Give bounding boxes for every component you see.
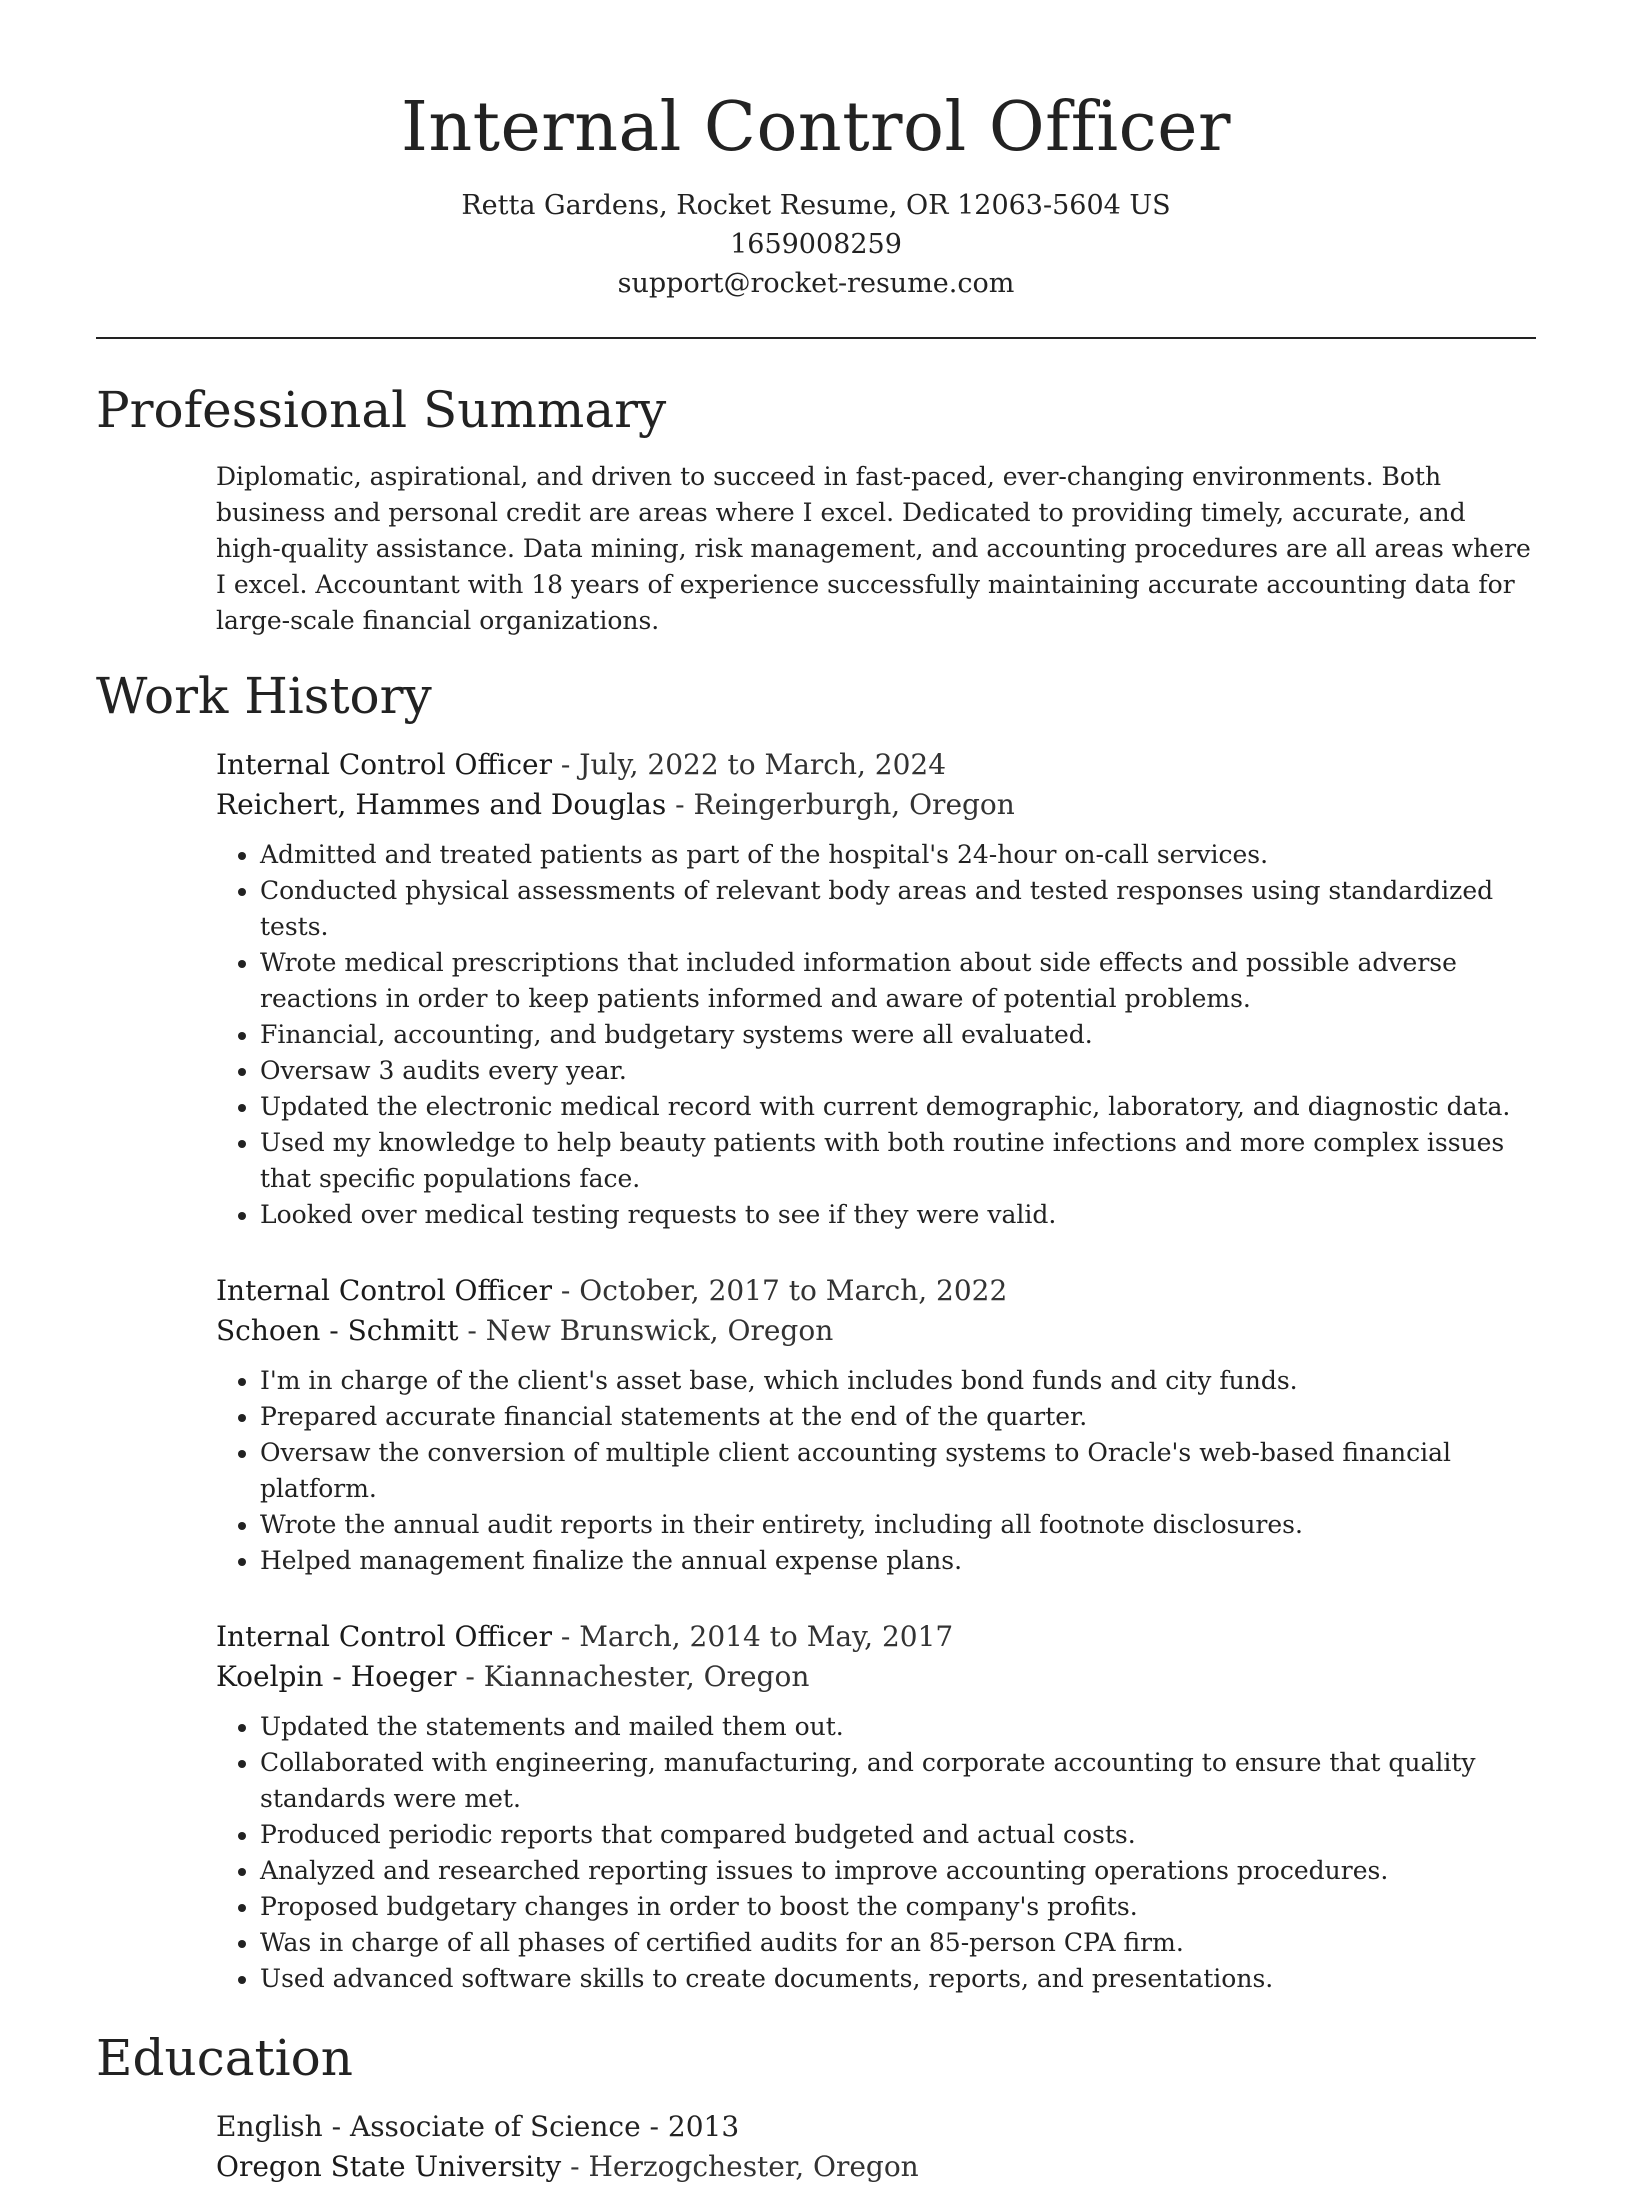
resume-header [96, 0, 1536, 303]
education-heading: Education [96, 2029, 353, 2087]
summary-section [216, 459, 1536, 639]
summary-heading: Professional Summary [96, 381, 667, 439]
list-item: • Wrote the annual audit reports in their entirety, including all footnote disclosures. [260, 1507, 1536, 1543]
job-role: Internal Control Officer [216, 1620, 552, 1653]
job-title-line [216, 1271, 1536, 1311]
job-bullets [216, 1709, 1536, 1997]
list-item: • Wrote medical prescriptions that included information about side effects and possible adverse reactions in order to keep patients informed and aware of potential problems. [260, 945, 1536, 1017]
job-entry [216, 1617, 1536, 1997]
list-item: • Financial, accounting, and budgetary systems were all evaluated. [260, 1017, 1536, 1053]
job-location: - Kiannachester, Oregon [456, 1660, 810, 1693]
list-item: • Oversaw the conversion of multiple client accounting systems to Oracle's web-based financial platform. [260, 1435, 1536, 1507]
contact-email: support@rocket-resume.com [617, 268, 1015, 299]
work-history-section [216, 745, 1536, 1997]
list-item: • Used advanced software skills to create documents, reports, and presentations. [260, 1961, 1536, 1997]
job-dates: - October, 2017 to March, 2022 [552, 1274, 1008, 1307]
job-entry [216, 1271, 1536, 1579]
list-item: • Oversaw 3 audits every year. [260, 1053, 1536, 1089]
list-item: • Updated the electronic medical record with current demographic, laboratory, and diagnostic data. [260, 1089, 1536, 1125]
contact-address: Retta Gardens, Rocket Resume, OR 12063-5604 US [461, 190, 1171, 221]
list-item: • Analyzed and researched reporting issues to improve accounting operations procedures. [260, 1853, 1536, 1889]
education-school-line [216, 2147, 1536, 2187]
job-company: Reichert, Hammes and Douglas [216, 788, 667, 821]
education-location: - Herzogchester, Oregon [561, 2150, 919, 2183]
job-title-line [216, 1617, 1536, 1657]
list-item: • Admitted and treated patients as part of the hospital's 24-hour on-call services. [260, 837, 1536, 873]
header-divider [96, 337, 1536, 339]
list-item: • Conducted physical assessments of relevant body areas and tested responses using standardized tests. [260, 873, 1536, 945]
education-entry [216, 2107, 1536, 2187]
job-title-line [216, 745, 1536, 785]
list-item: • Updated the statements and mailed them out. [260, 1709, 1536, 1745]
job-dates: - March, 2014 to May, 2017 [552, 1620, 954, 1653]
job-entry [216, 745, 1536, 1233]
education-section [216, 2107, 1536, 2187]
summary-text: Diplomatic, aspirational, and driven to succeed in fast-paced, ever-changing environments. Both business and personal credit are areas where I excel. Dedicated to providing timely, accurate, and high-quality assistance. Data mining, risk management, and accounting procedures are all areas where I excel. Accountant with 18 years of experience successfully maintaining accurate accounting data for large-scale financial organizations. [216, 462, 1531, 635]
job-company: Schoen - Schmitt [216, 1314, 459, 1347]
job-role: Internal Control Officer [216, 1274, 552, 1307]
work-history-heading: Work History [96, 667, 432, 725]
list-item: • Produced periodic reports that compared budgeted and actual costs. [260, 1817, 1536, 1853]
job-location: - Reingerburgh, Oregon [666, 788, 1015, 821]
contact-phone: 1659008259 [730, 229, 902, 260]
list-item: • Used my knowledge to help beauty patients with both routine infections and more complex issues that specific populations face. [260, 1125, 1536, 1197]
job-location: - New Brunswick, Oregon [458, 1314, 834, 1347]
job-company-line [216, 1657, 1536, 1697]
job-dates: - July, 2022 to March, 2024 [552, 748, 947, 781]
job-role: Internal Control Officer [216, 748, 552, 781]
job-bullets [216, 837, 1536, 1233]
education-degree: English - Associate of Science - 2013 [216, 2110, 740, 2143]
job-company-line [216, 1311, 1536, 1351]
list-item: • Looked over medical testing requests to see if they were valid. [260, 1197, 1536, 1233]
job-bullets [216, 1363, 1536, 1579]
list-item: • Helped management finalize the annual expense plans. [260, 1543, 1536, 1579]
list-item: • Prepared accurate financial statements at the end of the quarter. [260, 1399, 1536, 1435]
job-company: Koelpin - Hoeger [216, 1660, 457, 1693]
contact-block [96, 186, 1536, 303]
list-item: • Collaborated with engineering, manufacturing, and corporate accounting to ensure that quality standards were met. [260, 1745, 1536, 1817]
list-item: • I'm in charge of the client's asset base, which includes bond funds and city funds. [260, 1363, 1536, 1399]
education-school: Oregon State University [216, 2150, 562, 2183]
job-company-line [216, 785, 1536, 825]
candidate-title: Internal Control Officer [401, 88, 1231, 167]
list-item: • Proposed budgetary changes in order to boost the company's profits. [260, 1889, 1536, 1925]
list-item: • Was in charge of all phases of certified audits for an 85-person CPA firm. [260, 1925, 1536, 1961]
